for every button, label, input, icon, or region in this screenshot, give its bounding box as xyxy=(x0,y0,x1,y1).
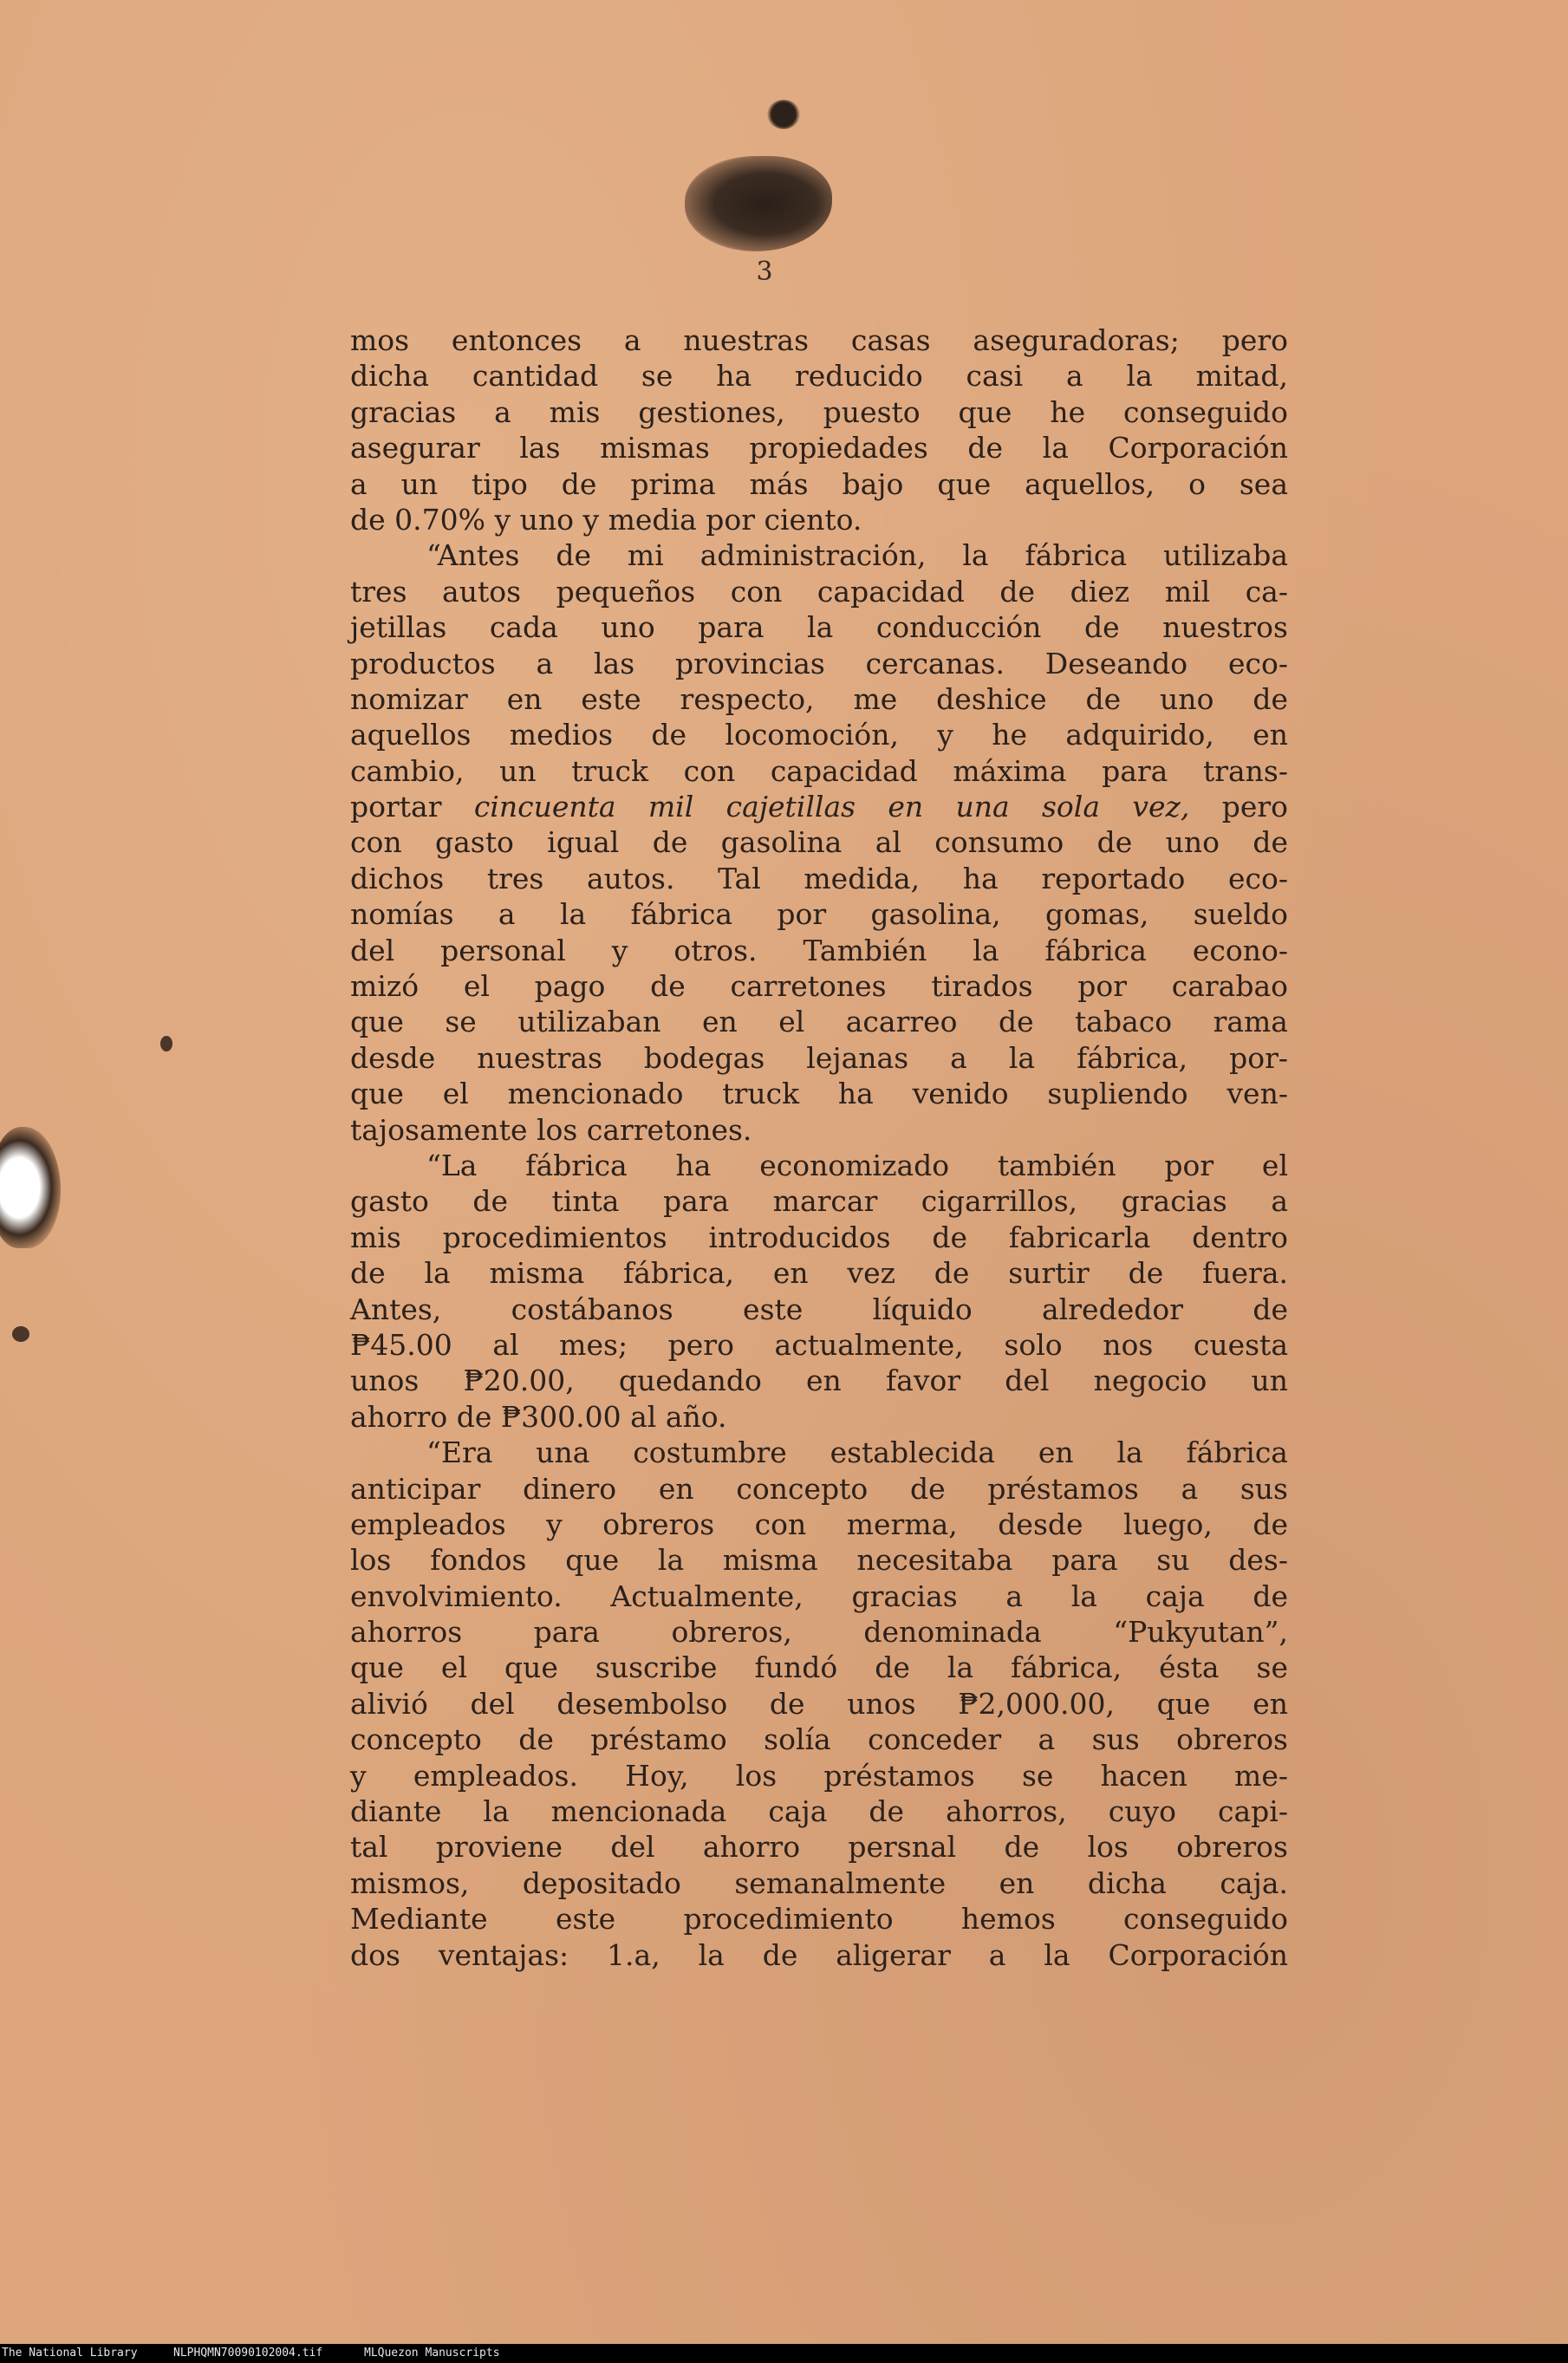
text-line: de 0.70% y uno y media por ciento. xyxy=(350,502,862,537)
text-line: concepto de préstamo solía conceder a sus obreros xyxy=(350,1722,1288,1757)
text-line: productos a las provincias cercanas. Deseando eco- xyxy=(350,646,1288,680)
footer-library: The National Library xyxy=(2,2347,138,2360)
text-line: nomías a la fábrica por gasolina, gomas, sueldo xyxy=(350,897,1288,932)
text-line: gasto de tinta para marcar cigarrillos, gracias a xyxy=(350,1184,1288,1219)
scan-footer xyxy=(0,2344,1568,2363)
text-line: ahorros para obreros, denominada “Pukyutan”, xyxy=(350,1615,1288,1650)
text-line: nomizar en este respecto, me deshice de uno de xyxy=(350,681,1288,716)
page-number: 3 xyxy=(756,257,773,287)
text-line: a un tipo de prima más bajo que aquellos, o sea xyxy=(350,466,1288,501)
text-line: que se utilizaban en el acarreo de tabaco rama xyxy=(350,1005,1288,1039)
text-line: portar cincuenta mil cajetillas en una sola vez, pero xyxy=(350,790,1289,824)
text-line: mos entonces a nuestras casas aseguradoras; pero xyxy=(350,323,1288,357)
text-line: Mediante este procedimiento hemos conseguido xyxy=(350,1902,1288,1937)
text-line: empleados y obreros con merma, desde luego, de xyxy=(350,1507,1288,1541)
text-line: ₱45.00 al mes; pero actualmente, solo nos cuesta xyxy=(350,1327,1288,1362)
paper-hole xyxy=(0,1127,61,1248)
ink-stain xyxy=(767,100,800,129)
body-text xyxy=(350,322,1288,1973)
text-line: unos ₱20.00, quedando en favor del negocio un xyxy=(350,1364,1288,1398)
ink-stain xyxy=(685,156,832,251)
text-line: tres autos pequeños con capacidad de diez mil ca- xyxy=(350,574,1288,609)
text-line: “Era una costumbre establecida en la fábrica xyxy=(426,1435,1288,1470)
text-line: mis procedimientos introducidos de fabricarla dentro xyxy=(350,1220,1288,1254)
text-line: Antes, costábanos este líquido alrededor de xyxy=(350,1292,1288,1326)
footer-collection: MLQuezon Manuscripts xyxy=(364,2347,500,2360)
text-line: con gasto igual de gasolina al consumo de uno de xyxy=(350,825,1288,860)
paper-spot xyxy=(12,1326,29,1342)
text-line: anticipar dinero en concepto de préstamos a sus xyxy=(350,1471,1288,1506)
text-line: y empleados. Hoy, los préstamos se hacen me- xyxy=(350,1758,1288,1793)
text-line: cambio, un truck con capacidad máxima para trans- xyxy=(350,753,1288,788)
paragraph xyxy=(350,1148,1288,1435)
text-line: mismos, depositado semanalmente en dicha caja. xyxy=(350,1865,1288,1900)
text-line: mizó el pago de carretones tirados por carabao xyxy=(350,969,1288,1004)
text-line: envolvimiento. Actualmente, gracias a la caja de xyxy=(350,1579,1288,1613)
text-line: del personal y otros. También la fábrica econo- xyxy=(350,933,1288,967)
text-line: tal proviene del ahorro persnal de los obreros xyxy=(350,1830,1288,1865)
paragraph xyxy=(350,1435,1288,1973)
footer-filename: NLPHQMN70090102004.tif xyxy=(173,2347,323,2360)
text-line: los fondos que la misma necesitaba para su des- xyxy=(350,1543,1288,1578)
text-line: tajosamente los carretones. xyxy=(350,1112,752,1147)
text-line: jetillas cada uno para la conducción de nuestros xyxy=(350,610,1288,645)
text-line: gracias a mis gestiones, puesto que he conseguido xyxy=(350,394,1288,429)
paper-spot xyxy=(160,1036,172,1051)
text-line: dos ventajas: 1.a, la de aligerar a la Corporación xyxy=(350,1937,1288,1972)
text-line: ahorro de ₱300.00 al año. xyxy=(350,1399,727,1434)
text-line: dichos tres autos. Tal medida, ha reportado eco- xyxy=(350,861,1288,895)
text-line: desde nuestras bodegas lejanas a la fábrica, por- xyxy=(350,1040,1288,1075)
text-line: diante la mencionada caja de ahorros, cuyo capi- xyxy=(350,1794,1288,1829)
text-line: que el mencionado truck ha venido supliendo ven- xyxy=(350,1077,1288,1111)
text-line: dicha cantidad se ha reducido casi a la mitad, xyxy=(350,359,1288,394)
text-line: aquellos medios de locomoción, y he adquirido, en xyxy=(350,718,1288,752)
text-line: “Antes de mi administración, la fábrica utilizaba xyxy=(426,538,1288,573)
text-line: de la misma fábrica, en vez de surtir de fuera. xyxy=(350,1256,1288,1291)
text-line: “La fábrica ha economizado también por el xyxy=(426,1148,1288,1182)
text-line: alivió del desembolso de unos ₱2,000.00, que en xyxy=(350,1686,1288,1721)
text-line: que el que suscribe fundó de la fábrica, ésta se xyxy=(350,1650,1288,1685)
text-line: asegurar las mismas propiedades de la Corporación xyxy=(350,431,1288,465)
paragraph xyxy=(350,322,1288,537)
paragraph xyxy=(350,537,1288,1148)
